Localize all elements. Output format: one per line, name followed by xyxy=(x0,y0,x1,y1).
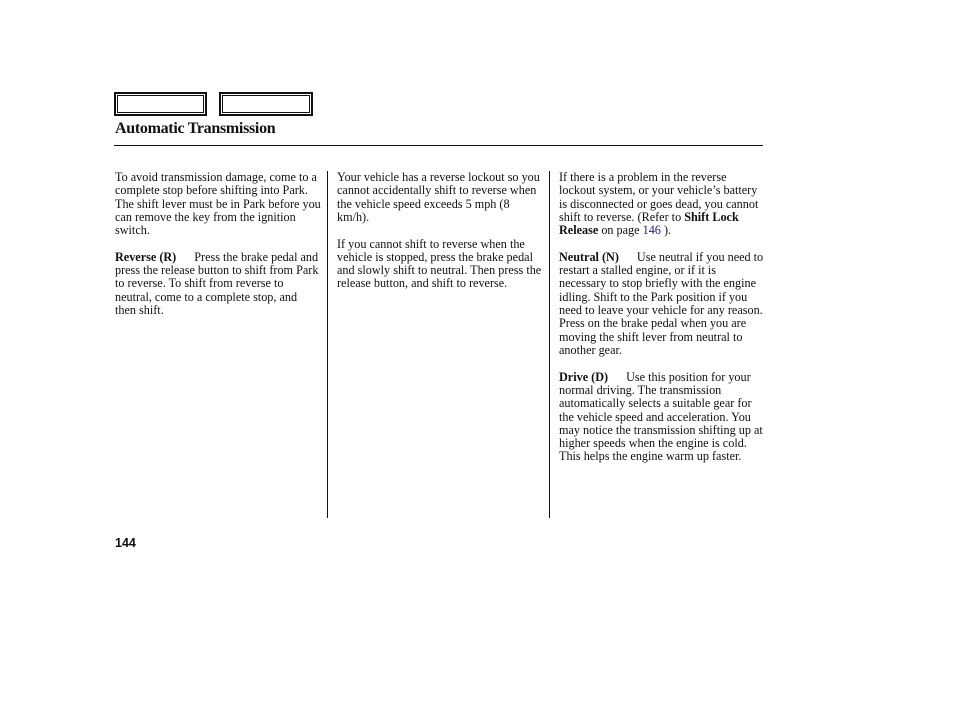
text-column-3 xyxy=(559,171,765,477)
paragraph xyxy=(337,171,543,224)
page-reference-link[interactable]: 146 xyxy=(642,223,661,238)
cross-reference-prefix: on page xyxy=(601,223,640,238)
paragraph xyxy=(115,171,321,237)
column-divider xyxy=(549,171,550,518)
text-column-1 xyxy=(115,171,321,331)
page-title: Automatic Transmission xyxy=(115,120,276,137)
section-term-neutral: Neutral (N) xyxy=(559,249,619,264)
title-divider xyxy=(114,145,763,146)
paragraph xyxy=(115,251,321,317)
paragraph-text: Press the brake pedal and press the release button to shift from Park to reverse. To shift from reverse to neutral, come to a complete stop, and then shift. xyxy=(115,249,319,318)
paragraph-text: To avoid transmission damage, come to a complete stop before shifting into Park. The shift lever must be in Park before you can remove the key from the ignition switch. xyxy=(115,170,321,238)
previous-section-button[interactable] xyxy=(114,92,207,116)
section-term-drive: Drive (D) xyxy=(559,369,609,384)
next-section-button[interactable] xyxy=(219,92,313,116)
paragraph xyxy=(337,238,543,291)
paragraph xyxy=(559,251,765,357)
paragraph xyxy=(559,171,765,237)
cross-reference-suffix: ). xyxy=(663,223,672,238)
paragraph-text: If you cannot shift to reverse when the vehicle is stopped, press the brake pedal and slowly shift to neutral. Then press the release button, and shift to reverse. xyxy=(337,236,542,291)
column-divider xyxy=(327,171,328,518)
cross-reference-term: Shift Lock Release xyxy=(559,209,739,238)
paragraph-text: Use neutral if you need to restart a stalled engine, or if it is necessary to stop briefly with the engine idling. Shift to the Park position if you need to leave your vehicle for any reason. Press on the brake pedal when you are moving the shift lever from neutral to another gear. xyxy=(559,249,764,357)
page-number: 144 xyxy=(115,536,136,550)
text-column-2 xyxy=(337,171,543,304)
paragraph-text: Use this position for your normal driving. The transmission automatically selects a suitable gear for the vehicle speed and acceleration. You may notice the transmission shifting up at higher speeds when the engine is cold. This helps the engine warm up faster. xyxy=(559,369,763,464)
paragraph-text: Your vehicle has a reverse lockout so you cannot accidentally shift to reverse when the vehicle speed exceeds 5 mph (8 km/h). xyxy=(337,170,540,224)
paragraph-text: If there is a problem in the reverse lockout system, or your vehicle’s battery is disconnected or goes dead, you cannot shift to reverse. (Refer to xyxy=(559,170,759,224)
paragraph xyxy=(559,371,765,464)
section-term-reverse: Reverse (R) xyxy=(115,249,177,264)
